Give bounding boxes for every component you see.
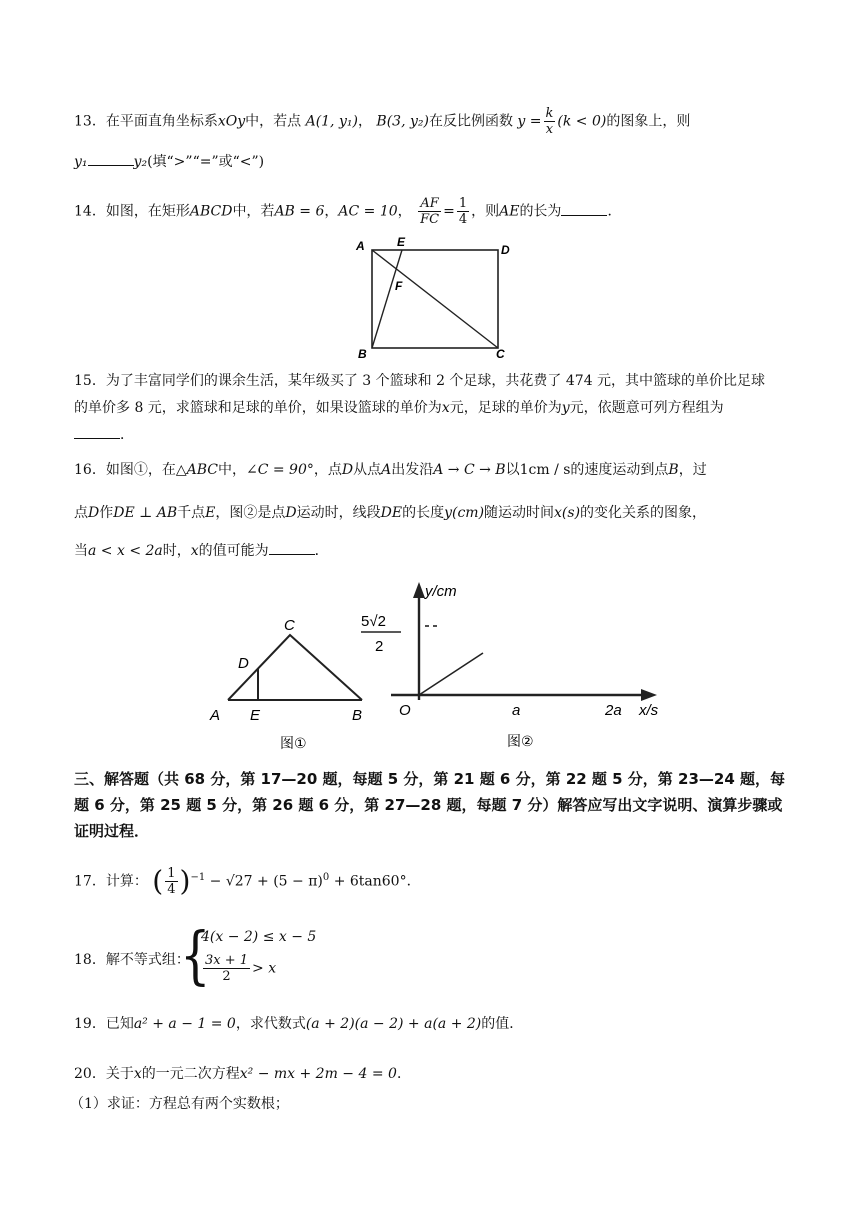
- q16-abc: ABC: [186, 462, 218, 478]
- q17-line: [74, 866, 421, 897]
- q13-blank: [88, 153, 134, 166]
- q16-t1: 16．如图①，在△: [74, 462, 187, 478]
- q19-eq: a² + a − 1 = 0: [133, 1016, 236, 1032]
- q16-b: B: [668, 462, 679, 478]
- q13-func-cond: (k < 0): [557, 113, 607, 130]
- q14-label-f: F: [395, 279, 403, 293]
- q17-end: ．: [406, 873, 421, 890]
- q19-suffix: 的值．: [481, 1016, 524, 1032]
- q16-l3-t2: 时，: [162, 543, 191, 559]
- q13-point-a: A(1, y₁): [305, 113, 358, 130]
- q15-line2: [74, 398, 724, 418]
- section3-heading: 三、解答题（共 68 分，第 17—20 题，每题 5 分，第 21 题 6 分，第 22 题 5 分，第 23—24 题，每题 6 分，第 25 题 5 分，第 26 题 6 分，第 27—28 题，每题 7 分）解答应写出文字说明、演算步骤或证明过程．: [74, 770, 785, 840]
- q16-l2-de: DE: [380, 505, 403, 521]
- q19-line: [74, 1014, 523, 1034]
- q16-t6: 以: [505, 462, 520, 478]
- q15-x: x: [441, 400, 450, 416]
- q20-line: [74, 1064, 411, 1084]
- q16-a: A: [381, 462, 392, 478]
- q19-mid: ，求代数式: [235, 1016, 306, 1032]
- q15-line1: 15．为了丰富同学们的课余生活，某年级买了 3 个篮球和 2 个足球，共花费了 474 元，其中篮球的单价比足球: [74, 373, 766, 389]
- q14-blank: [561, 203, 607, 216]
- q14-frac-right-den: 4: [458, 212, 468, 227]
- q20-end: ．: [396, 1066, 411, 1082]
- q16-figure1: [200, 610, 380, 755]
- q13-func-left: y =: [517, 113, 542, 130]
- q19-prefix: 19．已知: [74, 1016, 134, 1032]
- q16-t2: 中，: [217, 462, 246, 478]
- q16-l2-x: x(s): [554, 505, 581, 521]
- q14-ae: AE: [499, 203, 520, 220]
- q16-fig2-yval-den: 2: [375, 638, 384, 655]
- q16-l3-ineq: a < x < 2a: [88, 543, 163, 559]
- q16-d: D: [341, 462, 354, 478]
- q16-fig1-label-b: B: [352, 707, 363, 724]
- q17-frac-num: 1: [167, 866, 176, 881]
- q14-frac-left-den: FC: [420, 212, 440, 227]
- q16-t4: 从点: [353, 462, 382, 478]
- q18-prefix-line: [74, 950, 190, 970]
- q18-prefix: 18．解不等式组：: [74, 952, 190, 968]
- q16-l2-t2: 作: [99, 505, 114, 521]
- q16-fig2-xlabel: x/s: [639, 702, 659, 719]
- q14-segment-be: [372, 250, 402, 348]
- q13-frac: [544, 106, 556, 137]
- q15-end: ．: [120, 427, 134, 443]
- q16-fig2-caption: 图②: [507, 733, 534, 749]
- q14-comma: ，: [324, 203, 339, 220]
- q14-frac-right: [457, 196, 469, 227]
- q16-l3-t1: 当: [74, 543, 88, 559]
- q14-label-a: A: [356, 239, 365, 253]
- q16-line3: [74, 541, 329, 561]
- q15-text-b: 元，足球的单价为: [449, 400, 562, 416]
- q18-ineq1: [201, 927, 316, 947]
- q17-paren-close: ): [179, 864, 191, 898]
- q14-text2: 中，若: [232, 203, 275, 220]
- q16-t8: ，过: [678, 462, 707, 478]
- q14-end: ．: [607, 203, 622, 220]
- q13-text2: 中，若点: [245, 113, 302, 130]
- q16-l2-dd: D: [285, 505, 297, 521]
- q16-y-arrow: [413, 582, 425, 598]
- q15-blank: [74, 426, 120, 439]
- q14-comma2: ，: [397, 203, 412, 220]
- q16-l3-end: ．: [314, 543, 329, 559]
- q14-eq: =: [443, 203, 455, 220]
- q18-frac-num: 3x + 1: [205, 953, 249, 968]
- q16-l2-t4: ，图②是点: [215, 505, 286, 521]
- q20-prefix: 20．关于: [74, 1066, 134, 1082]
- q16-fig2-origin: O: [399, 702, 411, 719]
- q16-l2-t8: 的变化关系的图象，: [580, 505, 707, 521]
- q16-fig2-xa: a: [512, 702, 521, 719]
- q16-l2-t1: 点: [74, 505, 88, 521]
- q13-text: 13．在平面直角坐标系: [74, 113, 218, 130]
- q16-t7: 的速度运动到点: [570, 462, 669, 478]
- q20-part1: （1）求证：方程总有两个实数根；: [70, 1096, 289, 1112]
- q18-brace: {: [180, 919, 211, 993]
- q14-text3: ，则: [471, 203, 500, 220]
- q14-label-b: B: [358, 347, 367, 361]
- q16-fig1-caption: 图①: [280, 735, 307, 751]
- q17-mid: − √27 + (5 − π): [209, 873, 323, 890]
- q16-fig2-ylabel: y/cm: [425, 583, 457, 600]
- q17-tail: + 6tan60°: [333, 873, 407, 890]
- q16-path: A → C → B: [433, 462, 506, 478]
- q18-ineq2: [201, 953, 276, 984]
- q14-label-e: E: [397, 236, 406, 249]
- q13-y1: y₁: [74, 154, 88, 170]
- q16-fig2-yval-num: 5√2: [361, 613, 386, 630]
- q13-y2: y₂: [133, 154, 148, 170]
- q17-paren-open: (: [152, 864, 164, 898]
- q18-frac-den: 2: [222, 969, 231, 984]
- q14-label-c: C: [496, 347, 505, 361]
- q14-figure: [350, 236, 520, 361]
- q16-fig2-x2a: 2a: [605, 702, 622, 719]
- q13-line1: [74, 106, 690, 137]
- q17-frac: [165, 866, 177, 897]
- q14-text: 14．如图，在矩形: [74, 203, 190, 220]
- q16-figure2: [355, 578, 675, 753]
- q18-ineq1-text: 4(x − 2) ≤ x − 5: [201, 929, 317, 945]
- q14-suffix: 的长为: [519, 203, 562, 220]
- q14-frac-right-num: 1: [458, 196, 468, 211]
- q15-y: y: [561, 400, 570, 416]
- q20-eq: x² − mx + 2m − 4 = 0: [239, 1066, 397, 1082]
- q16-l2-d: D: [88, 505, 100, 521]
- q13-xoy: xOy: [217, 113, 246, 130]
- q16-line2: [74, 503, 706, 523]
- q16-angle: ∠C = 90°: [245, 462, 314, 478]
- q13-hint: (填“>”“=”或“<”): [147, 154, 265, 170]
- q16-l2-t3: 千点: [177, 505, 206, 521]
- q16-t5: 出发沿: [391, 462, 434, 478]
- q17-prefix: 17．计算：: [74, 873, 148, 890]
- q13-suffix: 的图象上，则: [606, 113, 691, 130]
- q16-line1: [74, 460, 707, 480]
- q13-line2: [74, 152, 264, 172]
- q16-l3-t3: 的值可能为: [198, 543, 269, 559]
- q20-x: x: [133, 1066, 142, 1082]
- q16-fig1-label-d: D: [238, 655, 249, 672]
- q16-l2-perp: DE ⊥ AB: [113, 505, 178, 521]
- q15-text-c: 元，依题意可列方程组为: [569, 400, 724, 416]
- q14-frac-left: [418, 196, 441, 227]
- q14-diagonal-ac: [372, 250, 498, 348]
- q16-blank: [269, 542, 315, 555]
- q14-ab: AB = 6: [274, 203, 325, 220]
- q16-fig1-label-e: E: [250, 707, 261, 724]
- q15-line3: [74, 425, 134, 445]
- q17-exp0: 0: [322, 871, 330, 883]
- q20-mid: 的一元二次方程: [141, 1066, 240, 1082]
- q18-frac: [203, 953, 250, 984]
- q14-line: [74, 196, 621, 227]
- q16-x-arrow: [641, 689, 657, 701]
- q14-frac-left-num: AF: [418, 196, 441, 212]
- q16-l2-t5: 运动时，线段: [296, 505, 381, 521]
- q13-frac-den: x: [545, 122, 554, 137]
- q14-ac: AC = 10: [338, 203, 398, 220]
- q15-text-a: 的单价多 8 元，求篮球和足球的单价，如果设篮球的单价为: [74, 400, 442, 416]
- q16-l3-x: x: [190, 543, 199, 559]
- q16-fig1-label-c: C: [284, 617, 295, 634]
- q14-rect: ABCD: [189, 203, 233, 220]
- q16-t3: ，点: [313, 462, 342, 478]
- q19-expr: (a + 2)(a − 2) + a(a + 2): [305, 1016, 482, 1032]
- q13-text3: 在反比例函数: [428, 113, 513, 130]
- q16-fig1-label-a: A: [210, 707, 221, 724]
- q16-l2-y: y(cm): [444, 505, 485, 521]
- q14-label-d: D: [501, 243, 510, 257]
- q13-sep: ，: [357, 113, 372, 130]
- q17-frac-den: 4: [167, 882, 176, 897]
- q18-ineq2-tail: > x: [252, 960, 277, 977]
- q13-point-b: B(3, y₂): [376, 113, 429, 130]
- q17-exp: −1: [190, 871, 206, 883]
- q16-l2-e: E: [205, 505, 216, 521]
- q16-l2-t6: 的长度: [402, 505, 445, 521]
- q16-speed: 1cm / s: [519, 462, 571, 478]
- q13-frac-num: k: [545, 106, 554, 121]
- q16-l2-t7: 随运动时间: [484, 505, 555, 521]
- q16-graph-line: [419, 653, 483, 695]
